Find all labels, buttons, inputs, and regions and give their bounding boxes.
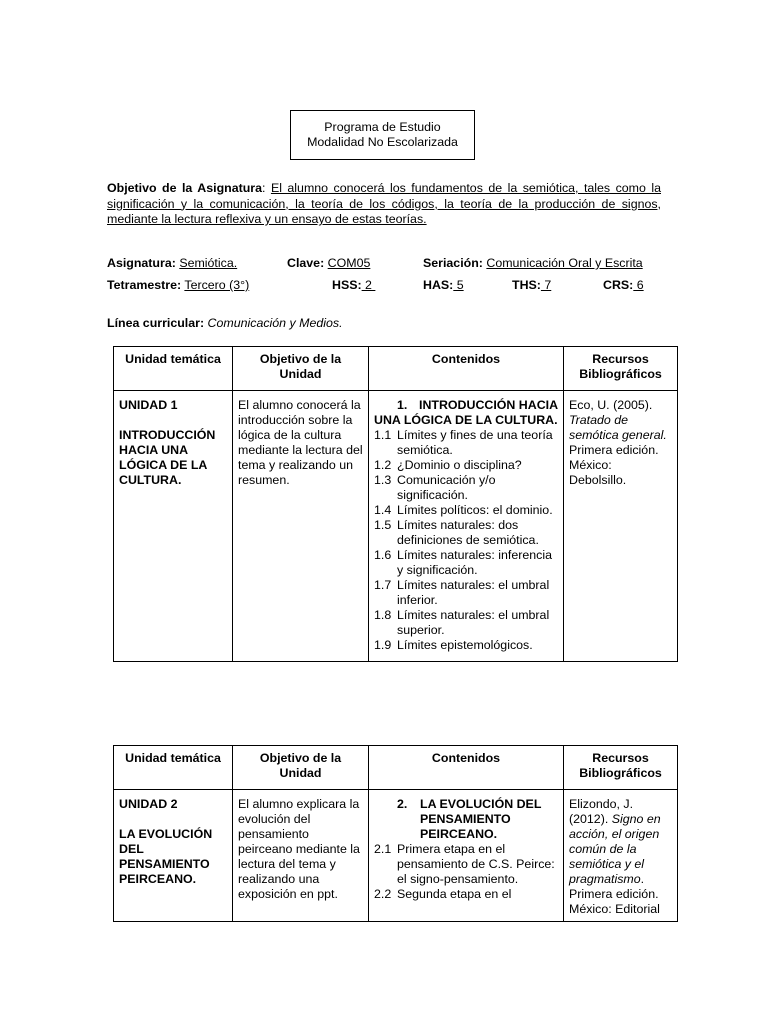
list-item: 1.7 Límites naturales: el umbral inferior. (374, 578, 550, 607)
objective-colon: : (262, 181, 266, 195)
header-objetivo-unidad: Objetivo de la Unidad (233, 347, 369, 391)
asignatura-value: Semiótica. (179, 256, 238, 270)
unit2-ref-author: Elizondo, J. (2012). (569, 797, 634, 826)
unit1-items (374, 428, 558, 653)
unit2-ref-dot: . (640, 872, 645, 886)
header-recursos: Recursos Bibliográficos (564, 347, 678, 391)
unit2-table (113, 745, 678, 922)
program-title-line2: Modalidad No Escolarizada (307, 135, 458, 149)
list-item: 1.6 Límites naturales: inferencia y significación. (374, 548, 552, 577)
unit2-contents (369, 790, 564, 922)
unit1-label: UNIDAD 1 (119, 398, 178, 412)
has-value: 5 (453, 278, 464, 292)
unit1-ref-author: Eco, U. (2005). (569, 398, 653, 412)
ths-value: 7 (540, 278, 552, 292)
unit2-label: UNIDAD 2 (119, 797, 178, 811)
asignatura-row (107, 256, 237, 271)
unit2-ref-title: Signo en acción, el origen común de la semiótica y el pragmatismo (569, 812, 661, 886)
seriacion-value: Comunicación Oral y Escrita (486, 256, 643, 270)
unit1-ref-rest: Primera edición. México: Debolsillo. (569, 443, 659, 487)
has-label: HAS: (423, 278, 454, 292)
linea-label: Línea curricular: (107, 316, 205, 330)
list-item: 2.2 Segunda etapa en el (374, 887, 512, 901)
unit2-content-title: LA EVOLUCIÓN DEL PENSAMIENTO PEIRCEANO. (420, 797, 542, 841)
clave-label: Clave: (287, 256, 325, 270)
crs-label: CRS: (603, 278, 634, 292)
has-row (423, 278, 464, 293)
unit2-items (374, 842, 558, 902)
tetramestre-value: Tercero (3°) (184, 278, 250, 292)
hss-value: 2 (361, 278, 376, 292)
unit2-title: LA EVOLUCIÓN DEL PENSAMIENTO PEIRCEANO. (119, 827, 213, 886)
ths-label: THS: (512, 278, 541, 292)
list-item: 1.2 ¿Dominio o disciplina? (374, 458, 522, 472)
header-contenidos: Contenidos (369, 746, 564, 790)
unit1-content-num: 1. (397, 398, 408, 412)
unit2-ref-rest: Primera edición. México: Editorial (569, 887, 660, 916)
asignatura-label: Asignatura: (107, 256, 176, 270)
linea-curricular-row (107, 316, 343, 331)
crs-value: 6 (633, 278, 644, 292)
header-objetivo-unidad: Objetivo de la Unidad (233, 746, 369, 790)
unit2-content-num: 2. (397, 797, 408, 811)
list-item: 1.4 Límites políticos: el dominio. (374, 503, 553, 517)
list-item: 1.5 Límites naturales: dos definiciones de semiótica. (374, 518, 539, 547)
course-objective (107, 181, 661, 228)
objective-label: Objetivo de la Asignatura (107, 181, 263, 195)
tetramestre-row (107, 278, 249, 293)
program-title-line1: Programa de Estudio (324, 120, 441, 134)
clave-row (287, 256, 370, 271)
seriacion-row (423, 256, 643, 271)
header-unidad-tematica: Unidad temática (114, 746, 233, 790)
clave-value: COM05 (327, 256, 371, 270)
hss-label: HSS: (332, 278, 362, 292)
unit1-name-cell (114, 391, 233, 662)
unit1-objective: El alumno conocerá la introducción sobre la lógica de la cultura mediante la lectura del tema y realizando un resumen. (233, 391, 369, 662)
list-item: 1.8 Límites naturales: el umbral superior. (374, 608, 550, 637)
unit2-name-cell (114, 790, 233, 922)
unit2-references (564, 790, 678, 922)
list-item: 1.9 Límites epistemológicos. (374, 638, 533, 652)
unit2-objective: El alumno explicara la evolución del pensamiento peirceano mediante la lectura del tema y realizando una exposición en ppt. (233, 790, 369, 922)
linea-value: Comunicación y Medios. (207, 316, 343, 330)
unit1-content-title: INTRODUCCIÓN HACIA UNA LÓGICA DE LA CULTURA. (374, 398, 558, 427)
ths-row (512, 278, 551, 293)
unit2-content-heading (374, 797, 558, 842)
unit1-contents (369, 391, 564, 662)
unit1-references (564, 391, 678, 662)
unit1-table (113, 346, 678, 662)
objective-text: El alumno conocerá los fundamentos de la semiótica, tales como la significación y la comunicación, la teoría de los códigos, la teoría de la producción de signos, mediante la lectura reflexiva y un ensayo de estas teorías. (107, 181, 661, 226)
unit1-ref-title: Tratado de semótica general. (569, 413, 667, 442)
header-contenidos: Contenidos (369, 347, 564, 391)
list-item: 1.1 Límites y fines de una teoría semiótica. (374, 428, 553, 457)
program-title-box (290, 110, 475, 160)
seriacion-label: Seriación: (423, 256, 483, 270)
header-unidad-tematica: Unidad temática (114, 347, 233, 391)
list-item: 1.3 Comunicación y/o significación. (374, 473, 496, 502)
hss-row (332, 278, 375, 293)
tetramestre-label: Tetramestre: (107, 278, 182, 292)
crs-row (603, 278, 644, 293)
unit1-title: INTRODUCCIÓN HACIA UNA LÓGICA DE LA CULTURA. (119, 428, 216, 487)
list-item: 2.1 Primera etapa en el pensamiento de C.S. Peirce: el signo-pensamiento. (374, 842, 555, 886)
header-recursos: Recursos Bibliográficos (564, 746, 678, 790)
